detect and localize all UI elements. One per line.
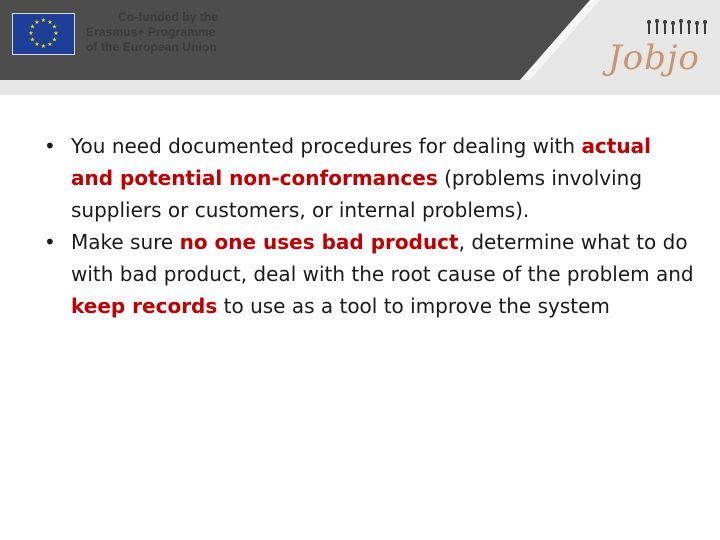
bullet-list xyxy=(44,130,694,322)
eu-text-line: Erasmus+ Programme xyxy=(86,25,216,39)
bullet-text: to use as a tool to improve the system xyxy=(217,294,610,318)
highlight-text: keep records xyxy=(71,294,218,318)
svg-text:★: ★ xyxy=(53,30,59,37)
eu-text-line: Co-funded by the xyxy=(118,10,219,24)
svg-text:★: ★ xyxy=(47,19,53,26)
eu-flag-icon xyxy=(12,13,75,55)
bullet-item xyxy=(44,130,694,226)
logo-text: Jobjo xyxy=(608,38,700,78)
highlight-text: actual and potential non-conformances xyxy=(71,134,651,190)
eu-funding-text xyxy=(86,10,236,55)
svg-text:★: ★ xyxy=(34,19,40,26)
eu-stars xyxy=(13,14,74,54)
people-figures-icon xyxy=(646,18,714,36)
bullet-text: Make sure xyxy=(71,230,180,254)
jobjo-logo xyxy=(606,18,716,80)
svg-text:★: ★ xyxy=(51,23,58,31)
bullet-text: (problems involving suppliers or customers, or internal problems). xyxy=(71,166,643,222)
bullet-dot-icon: • xyxy=(44,134,56,158)
svg-text:★: ★ xyxy=(29,23,36,31)
svg-text:★: ★ xyxy=(47,41,53,48)
svg-text:★: ★ xyxy=(40,43,47,50)
bullet-text: You need documented procedures for dealing with xyxy=(71,134,582,158)
bullet-text: , determine what to do with bad product, deal with the root cause of the problem and xyxy=(71,230,694,286)
svg-text:★: ★ xyxy=(29,36,36,44)
slide-header xyxy=(0,0,720,95)
bullet-dot-icon: • xyxy=(44,230,56,254)
bullet-item xyxy=(44,226,694,322)
svg-text:★: ★ xyxy=(40,17,47,24)
eu-text-line: of the European Union xyxy=(86,40,217,54)
svg-text:★: ★ xyxy=(51,36,58,44)
svg-text:★: ★ xyxy=(28,30,34,37)
highlight-text: no one uses bad product xyxy=(179,230,459,254)
svg-text:★: ★ xyxy=(34,41,40,48)
